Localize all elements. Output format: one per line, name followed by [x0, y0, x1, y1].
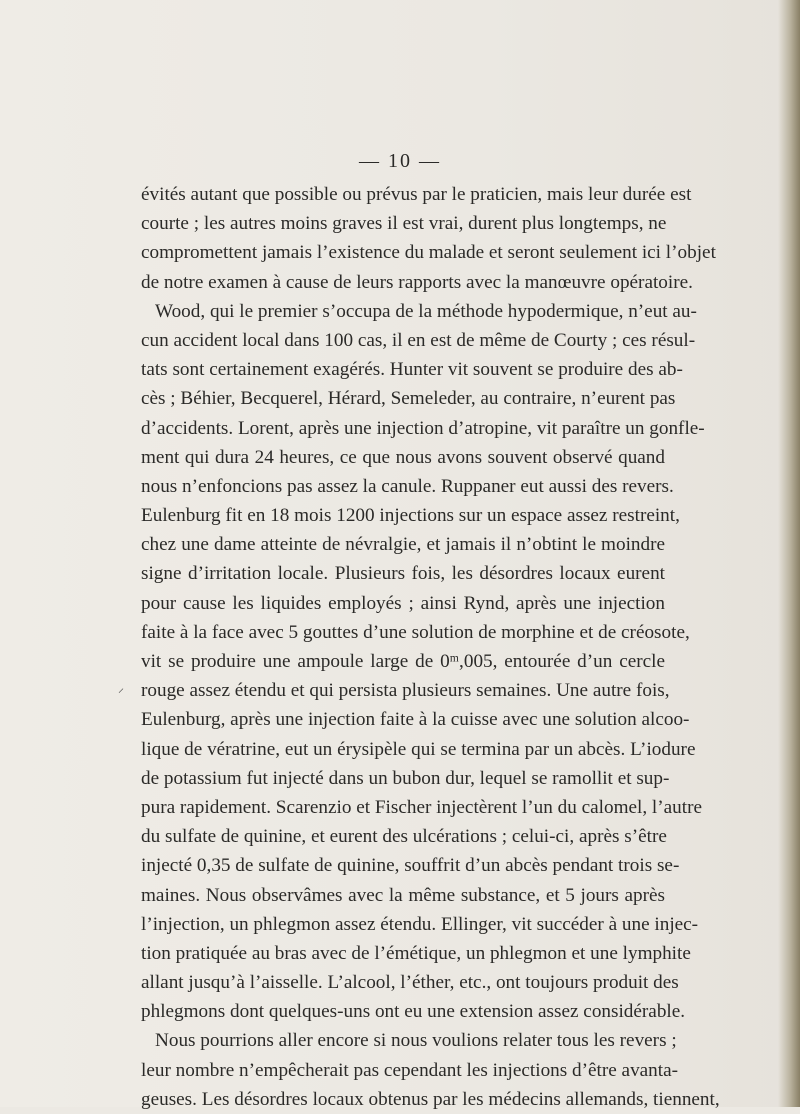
- text-line: rouge assez étendu et qui persista plusieurs semaines. Une autre fois,: [141, 680, 670, 702]
- text-line: vit se produire une ampoule large de 0ᵐ,005, entourée d’un cercle: [141, 651, 665, 672]
- text-line: tion pratiquée au bras avec de l’émétique, un phlegmon et une lymphite: [141, 942, 691, 964]
- text-line: maines. Nous observâmes avec la même substance, et 5 jours après: [141, 884, 665, 906]
- page-number: — 10 —: [359, 150, 441, 172]
- text-line: cès ; Béhier, Becquerel, Hérard, Semeleder, au contraire, n’eurent pas: [141, 388, 676, 410]
- text-line: l’injection, un phlegmon assez étendu. Ellinger, vit succéder à une injec-: [141, 913, 699, 935]
- text-line: compromettent jamais l’existence du malade et seront seulement ici l’objet: [141, 242, 716, 264]
- text-line: Wood, qui le premier s’occupa de la méthode hypodermique, n’eut au-: [155, 300, 697, 322]
- text-line: tats sont certainement exagérés. Hunter vit souvent se produire des ab-: [141, 359, 683, 381]
- text-line: pour cause les liquides employés ; ainsi Rynd, après une injection: [141, 592, 665, 614]
- text-line: injecté 0,35 de sulfate de quinine, souffrit d’un abcès pendant trois se-: [141, 855, 680, 877]
- text-line: cun accident local dans 100 cas, il en est de même de Courty ; ces résul-: [141, 329, 696, 351]
- text-line: Nous pourrions aller encore si nous voulions relater tous les revers ;: [155, 1030, 677, 1052]
- text-line: leur nombre n’empêcherait pas cependant les injections d’être avanta-: [141, 1059, 679, 1081]
- text-line: évités autant que possible ou prévus par le praticien, mais leur durée est: [141, 184, 692, 205]
- text-line: du sulfate de quinine, et eurent des ulcérations ; celui-ci, après s’être: [141, 826, 667, 848]
- text-line: courte ; les autres moins graves il est vrai, durent plus longtemps, ne: [141, 213, 667, 235]
- text-line: ment qui dura 24 heures, ce que nous avons souvent observé quand: [141, 446, 665, 468]
- text-line: chez une dame atteinte de névralgie, et jamais il n’obtint le moindre: [141, 534, 665, 556]
- ink-mark: ⸍: [118, 686, 125, 700]
- text-line: signe d’irritation locale. Plusieurs fois, les désordres locaux eurent: [141, 563, 665, 585]
- text-line: de notre examen à cause de leurs rapports avec la manœuvre opératoire.: [141, 271, 693, 293]
- text-line: allant jusqu’à l’aisselle. L’alcool, l’éther, etc., ont toujours produit des: [141, 972, 679, 994]
- text-line: nous n’enfoncions pas assez la canule. Ruppaner eut aussi des revers.: [141, 475, 674, 497]
- text-line: lique de vératrine, eut un érysipèle qui se termina par un abcès. L’iodure: [141, 738, 696, 760]
- text-line: de potassium fut injecté dans un bubon dur, lequel se ramollit et sup-: [141, 767, 670, 789]
- text-line: geuses. Les désordres locaux obtenus par les médecins allemands, tiennent,: [141, 1088, 720, 1110]
- text-line: Eulenburg fit en 18 mois 1200 injections sur un espace assez restreint,: [141, 505, 680, 527]
- text-line: Eulenburg, après une injection faite à la cuisse avec une solution alcoo-: [141, 709, 690, 731]
- text-line: pura rapidement. Scarenzio et Fischer injectèrent l’un du calomel, l’autre: [141, 796, 703, 818]
- body-text: [141, 180, 720, 1114]
- text-line: faite à la face avec 5 gouttes d’une solution de morphine et de créosote,: [141, 621, 690, 643]
- text-line: phlegmons dont quelques-uns ont eu une extension assez considérable.: [141, 1001, 686, 1023]
- text-line: d’accidents. Lorent, après une injection d’atropine, vit paraître un gonfle-: [141, 417, 705, 439]
